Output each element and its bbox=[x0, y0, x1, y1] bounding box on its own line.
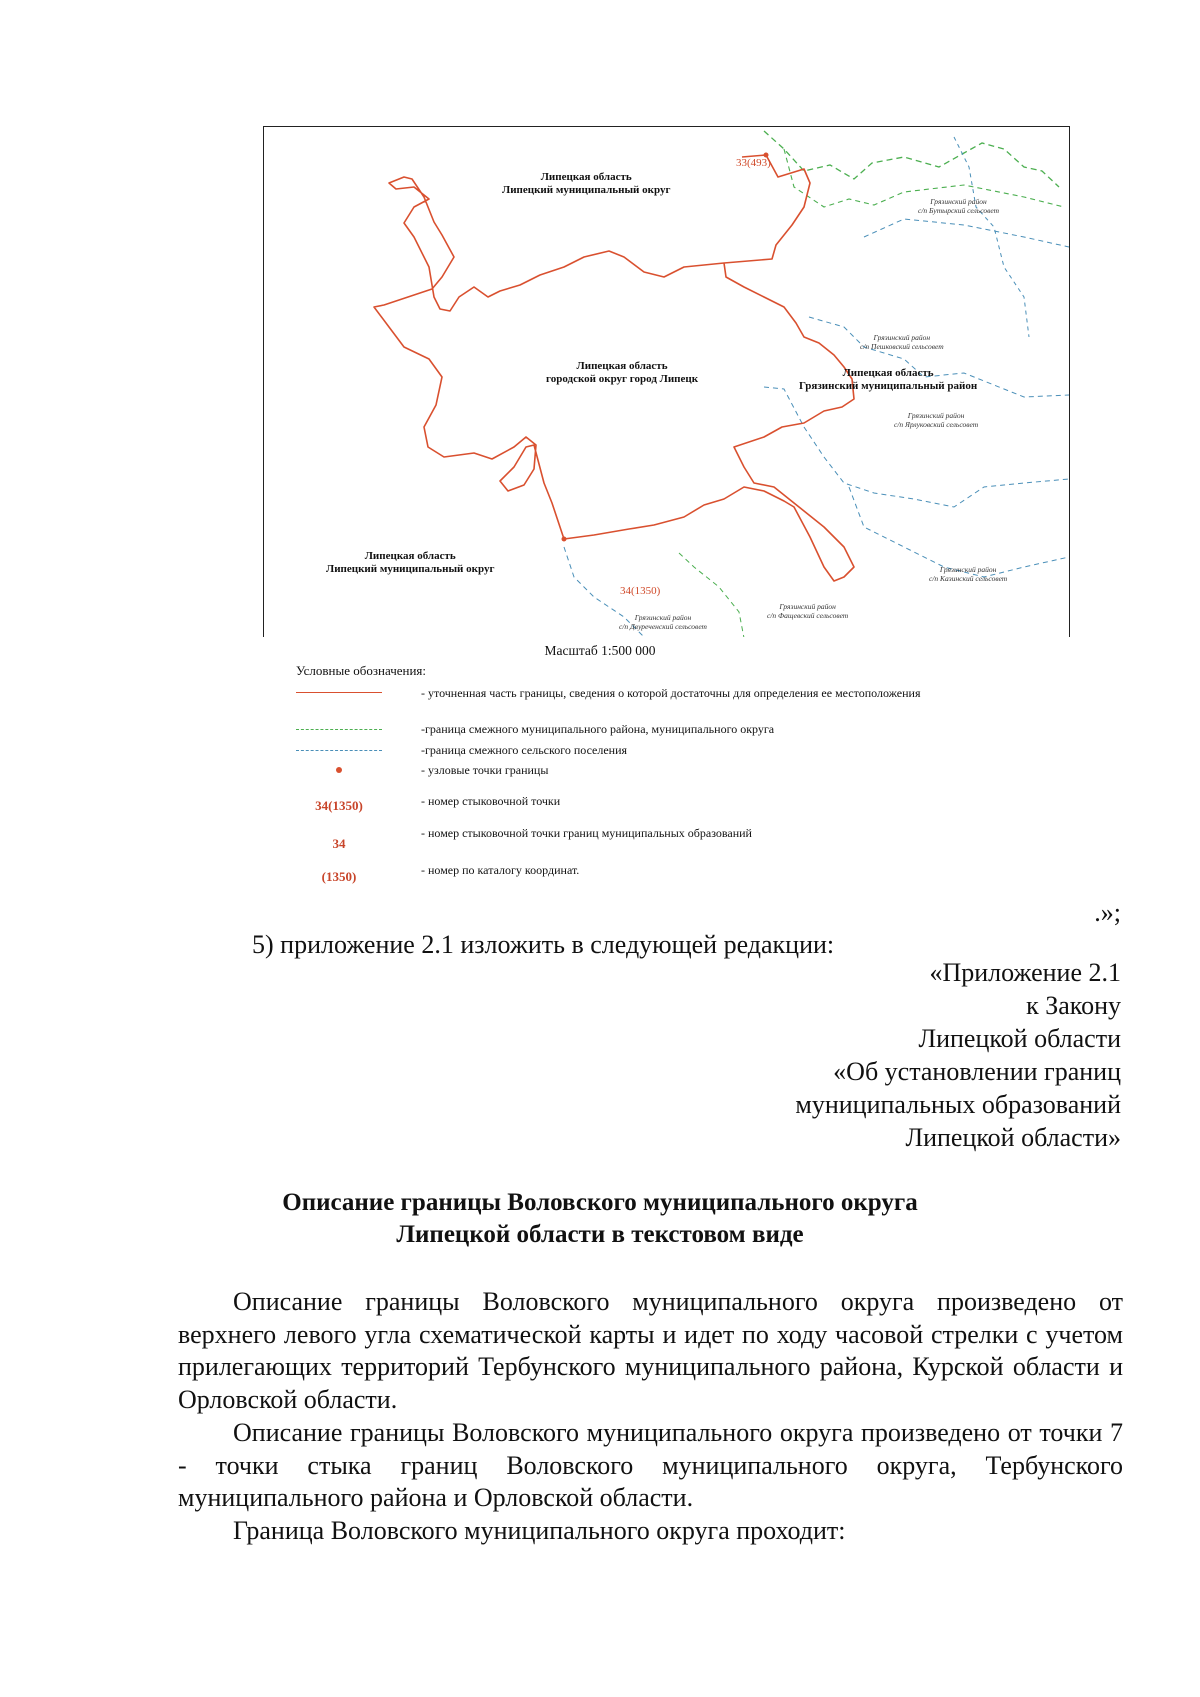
paragraph-3: Граница Воловского муниципального округа проходит: bbox=[233, 1516, 846, 1545]
map-label-gryazi-district bbox=[799, 367, 977, 393]
legend-symbol bbox=[296, 692, 382, 693]
appendix-line: Липецкой области bbox=[918, 1024, 1121, 1053]
map-label-lipetsk-city bbox=[546, 360, 698, 386]
boundary-node-bottom bbox=[562, 537, 567, 542]
map-small-line: с/п Двуреченский сельсовет bbox=[619, 622, 707, 631]
boundary-map bbox=[263, 126, 1070, 637]
document-heading-line-2: Липецкой области в текстовом виде bbox=[396, 1221, 804, 1248]
legend-text: - уточненная часть границы, сведения о которой достаточны для определения ее местоположения bbox=[421, 686, 921, 700]
settlement-boundary-line-4 bbox=[849, 487, 1069, 577]
appendix-line: Липецкой области» bbox=[905, 1123, 1121, 1152]
map-point-label-top: 33(493) bbox=[736, 157, 771, 169]
map-label-line: Липецкая область bbox=[540, 171, 632, 183]
legend-code: 34 bbox=[332, 836, 346, 851]
map-small-line: с/п Бутырский сельсовет bbox=[918, 206, 1000, 215]
map-small-line: Грязинский район bbox=[907, 411, 965, 420]
appendix-line: муниципальных образований bbox=[795, 1090, 1121, 1119]
legend-title: Условные обозначения: bbox=[296, 663, 427, 678]
item-5-text: 5) приложение 2.1 изложить в следующей редакции: bbox=[252, 930, 835, 959]
legend-item-refined-boundary bbox=[296, 686, 956, 718]
map-label-butyrsky bbox=[918, 197, 999, 215]
map-small-line: Грязинский район bbox=[930, 197, 987, 206]
legend-text: - номер по каталогу координат. bbox=[421, 863, 580, 877]
map-label-fashchevsky bbox=[767, 602, 848, 620]
map-small-line: с/п Ярлуковский сельсовет bbox=[894, 420, 979, 429]
settlement-boundary-line-7 bbox=[954, 137, 1029, 337]
legend-text: - номер стыковочной точки границ муниципальных образований bbox=[421, 826, 752, 840]
map-label-line: Липецкая область bbox=[576, 360, 668, 372]
settlement-boundary-line-3 bbox=[764, 387, 1069, 507]
legend-symbol bbox=[296, 767, 382, 773]
map-label-dubrovchensky bbox=[619, 613, 707, 631]
appendix-line: к Закону bbox=[1026, 991, 1121, 1020]
document-heading-line-1: Описание границы Воловского муниципального округа bbox=[282, 1189, 918, 1216]
settlement-boundary-line bbox=[864, 219, 1069, 247]
blue-dashed-line-symbol bbox=[296, 750, 382, 751]
map-small-line: Грязинский район bbox=[873, 333, 931, 342]
appendix-line: «Приложение 2.1 bbox=[929, 958, 1121, 987]
legend-text: - номер стыковочной точки bbox=[421, 794, 561, 808]
legend-text: -граница смежного муниципального района, муниципального округа bbox=[421, 722, 775, 736]
map-scale: Масштаб 1:500 000 bbox=[544, 643, 656, 658]
red-line-symbol bbox=[296, 692, 382, 693]
map-label-line: Липецкая область bbox=[364, 550, 456, 562]
map-small-line: Грязинский район bbox=[779, 602, 836, 611]
paragraph-1: Описание границы Воловского муниципального округа произведено от верхнего левого угла схематической карты и идет по ходу часовой стрелки с учетом прилегающих территорий Тербунского муниципального района, Курской области и Орловской области. bbox=[178, 1287, 1123, 1414]
map-small-line: с/п Казинский сельсовет bbox=[929, 574, 1008, 583]
paragraph-2: Описание границы Воловского муниципального округа произведено от точки 7 - точки стыка границ Воловского муниципального округа, Тербунского муниципального района и Орловской области. bbox=[178, 1418, 1123, 1512]
map-point-label-bottom: 34(1350) bbox=[620, 585, 661, 597]
map-label-line: Липецкий муниципальный округ bbox=[326, 563, 495, 575]
map-small-line: с/п Пешковский сельсовет bbox=[860, 342, 944, 351]
closing-quote: .»; bbox=[1094, 898, 1121, 927]
legend-text: -граница смежного сельского поселения bbox=[421, 743, 628, 757]
map-label-line: Липецкая область bbox=[842, 367, 934, 379]
legend-code: (1350) bbox=[321, 869, 357, 884]
node-dot-icon bbox=[336, 767, 342, 773]
map-label-line: Липецкий муниципальный округ bbox=[502, 184, 671, 196]
legend-text: - узловые точки границы bbox=[421, 763, 549, 777]
green-dashed-line-symbol bbox=[296, 729, 382, 730]
map-label-lipetsk-district-top bbox=[502, 171, 670, 197]
appendix-line: «Об установлении границ bbox=[833, 1057, 1121, 1086]
map-small-line: с/п Фащевский сельсовет bbox=[767, 611, 849, 620]
map-small-line: Грязинский район bbox=[939, 565, 997, 574]
legend-symbol bbox=[296, 750, 382, 751]
map-label-line: Грязинский муниципальный район bbox=[799, 380, 978, 392]
map-small-line: Грязинский район bbox=[634, 613, 692, 622]
legend-symbol bbox=[296, 729, 382, 730]
map-label-line: городской округ город Липецк bbox=[546, 373, 699, 385]
map-label-pesh bbox=[860, 333, 944, 351]
map-label-lipetsk-district-bottom bbox=[326, 550, 494, 576]
map-label-kazinsky bbox=[929, 565, 1007, 583]
legend-code: 34(1350) bbox=[315, 798, 363, 813]
map-label-yarlukovsky bbox=[894, 411, 978, 429]
